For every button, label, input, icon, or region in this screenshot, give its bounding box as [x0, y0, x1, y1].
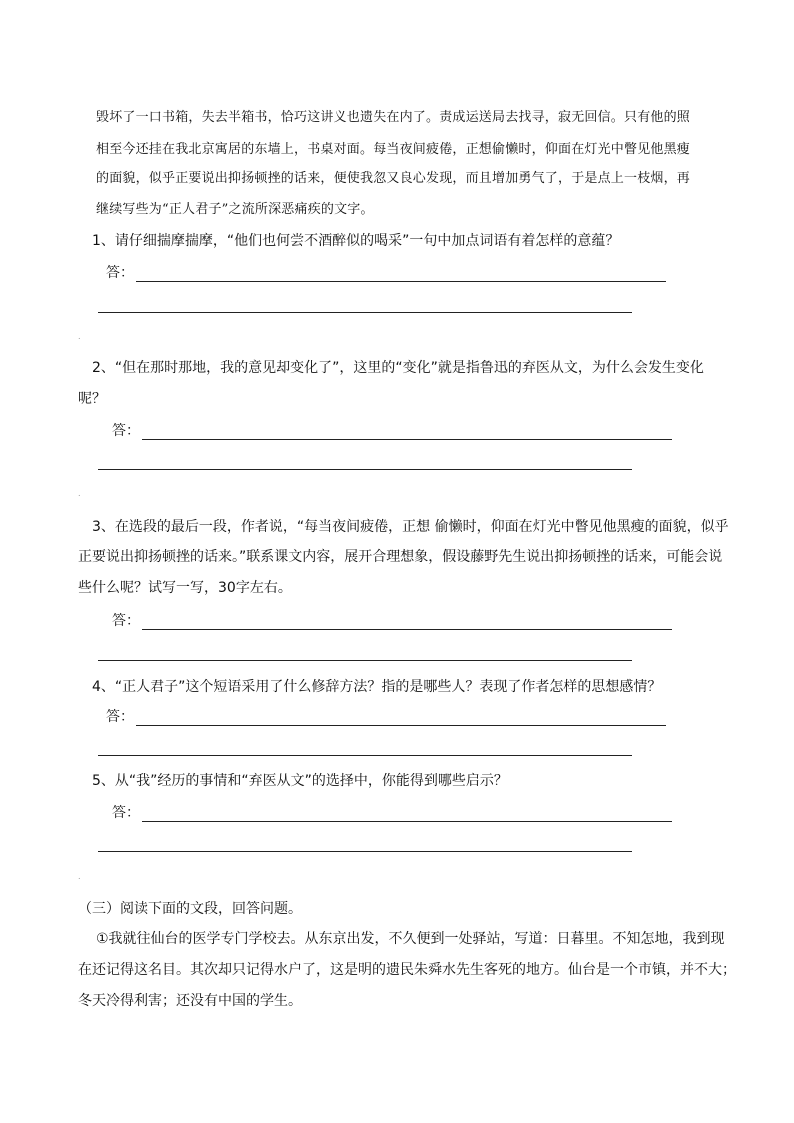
- blank-answer-line[interactable]: [98, 469, 632, 470]
- answer-line[interactable]: [142, 807, 672, 822]
- paragraph-mark: .: [78, 489, 81, 498]
- question-2-line-2: 呢？: [78, 391, 106, 407]
- answer-line[interactable]: [136, 711, 666, 726]
- section-3-heading: （三）阅读下面的文段，回答问题。: [78, 901, 302, 917]
- answer-label: 答：: [106, 709, 134, 725]
- passage-line-2: 相至今还挂在我北京寓居的东墙上，书桌对面。每当夜间疲倦，正想偷懒时，仰面在灯光中瞥见他黑瘦: [96, 142, 691, 157]
- answer-label: 答：: [112, 423, 140, 439]
- blank-answer-line[interactable]: [98, 755, 632, 756]
- question-4: 4、“正人君子”这个短语采用了什么修辞方法？指的是哪些人？表现了作者怎样的思想感情？: [92, 679, 662, 695]
- section-3-paragraph-line-3: 冬天冷得利害；还没有中国的学生。: [78, 993, 302, 1009]
- answer-line[interactable]: [142, 615, 672, 630]
- answer-label: 答：: [106, 265, 134, 281]
- answer-row-3[interactable]: [112, 610, 672, 630]
- blank-answer-line[interactable]: [98, 312, 632, 313]
- answer-label: 答：: [112, 805, 140, 821]
- paragraph-mark: .: [78, 332, 81, 341]
- question-3-line-3: 些什么呢？试写一写，30字左右。: [78, 580, 292, 596]
- question-5: 5、从“我”经历的事情和“弃医从文”的选择中，你能得到哪些启示？: [92, 773, 508, 789]
- answer-row-1[interactable]: [106, 262, 666, 282]
- answer-line[interactable]: [136, 267, 666, 282]
- answer-row-4[interactable]: [106, 706, 666, 726]
- section-3-paragraph-line-1: ①我就往仙台的医学专门学校去。从东京出发，不久便到一处驿站，写道：日暮里。不知怎地，我到现: [96, 931, 725, 947]
- passage-line-4: 继续写些为“正人君子”之流所深恶痛疾的文字。: [96, 202, 374, 217]
- section-3-paragraph-line-2: 在还记得这名目。其次却只记得水户了，这是明的遗民朱舜水先生客死的地方。仙台是一个市镇，并不大；: [78, 962, 736, 978]
- answer-label: 答：: [112, 613, 140, 629]
- blank-answer-line[interactable]: [98, 851, 632, 852]
- answer-row-2[interactable]: [112, 420, 672, 440]
- question-3-line-1: 3、在选段的最后一段，作者说，“每当夜间疲倦，正想 偷懒时，仰面在灯光中瞥见他黑瘦的面貌，似乎: [92, 519, 729, 535]
- question-1: 1、请仔细揣摩揣摩，“他们也何尝不酒醉似的喝采”一句中加点词语有着怎样的意蕴？: [92, 233, 620, 249]
- answer-row-5[interactable]: [112, 802, 672, 822]
- blank-answer-line[interactable]: [98, 660, 632, 661]
- passage-line-1: 毁坏了一口书箱，失去半箱书，恰巧这讲义也遗失在内了。责成运送局去找寻，寂无回信。只有他的照: [96, 110, 691, 125]
- answer-line[interactable]: [142, 425, 672, 440]
- passage-line-3: 的面貌，似乎正要说出抑扬顿挫的话来，便使我忽又良心发现，而且增加勇气了，于是点上一枝烟，再: [96, 171, 691, 186]
- paragraph-mark: .: [78, 872, 81, 881]
- question-3-line-2: 正要说出抑扬顿挫的话来。”联系课文内容，展开合理想象，假设藤野先生说出抑扬顿挫的话来，可能会说: [78, 549, 723, 565]
- question-2-line-1: 2、“但在那时那地，我的意见却变化了”，这里的“变化”就是指鲁迅的弃医从文，为什么会发生变化: [92, 360, 704, 376]
